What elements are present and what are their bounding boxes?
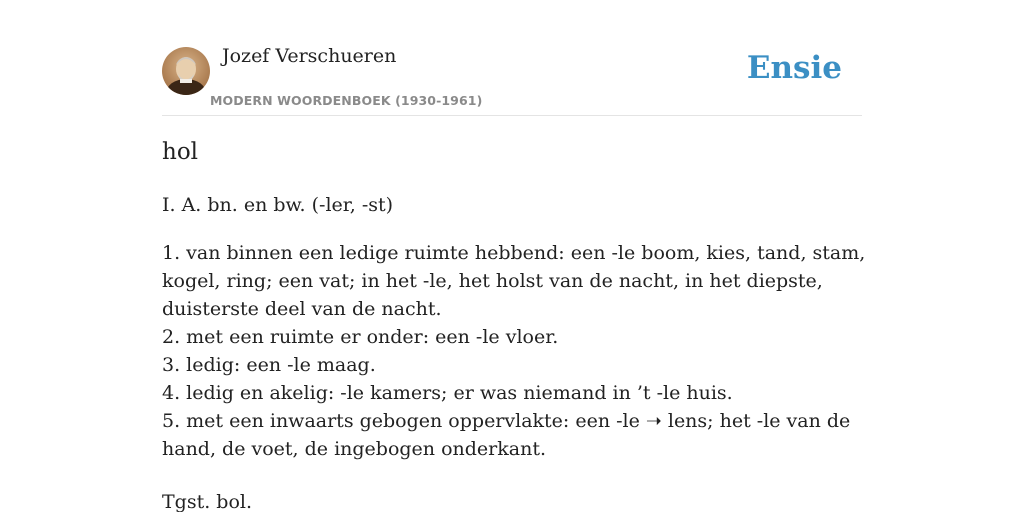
brand-logo[interactable]: Ensie: [746, 50, 842, 86]
author-name[interactable]: Jozef Verschueren: [222, 45, 397, 67]
source-label[interactable]: MODERN WOORDENBOEK (1930-1961): [210, 93, 483, 108]
definition-item: 3. ledig: een -le maag.: [162, 354, 376, 376]
grammar-info: I. A. bn. en bw. (-ler, -st): [162, 194, 394, 216]
see-also: Tgst. bol.: [162, 491, 253, 512]
definition-item: 4. ledig en akelig: -le kamers; er was niemand in ’t -le huis.: [162, 382, 733, 404]
definition-item: 1. van binnen een ledige ruimte hebbend: een -le boom, kies, tand, stam, kogel, ring; een vat; in het -le, het holst van de nacht, in het diepste, duisterste deel van de nacht.: [162, 242, 866, 320]
definition-item: 2. met een ruimte er onder: een -le vloer.: [162, 326, 559, 348]
author-portrait-icon: [162, 47, 210, 95]
headword: hol: [162, 139, 199, 165]
page: [162, 0, 866, 512]
definition-list: [162, 239, 872, 463]
author-avatar[interactable]: [162, 47, 210, 95]
header: [162, 0, 862, 116]
definition-item: 5. met een inwaarts gebogen oppervlakte: een -le ➝ lens; het -le van de hand, de voet, de ingebogen onderkant.: [162, 410, 851, 460]
